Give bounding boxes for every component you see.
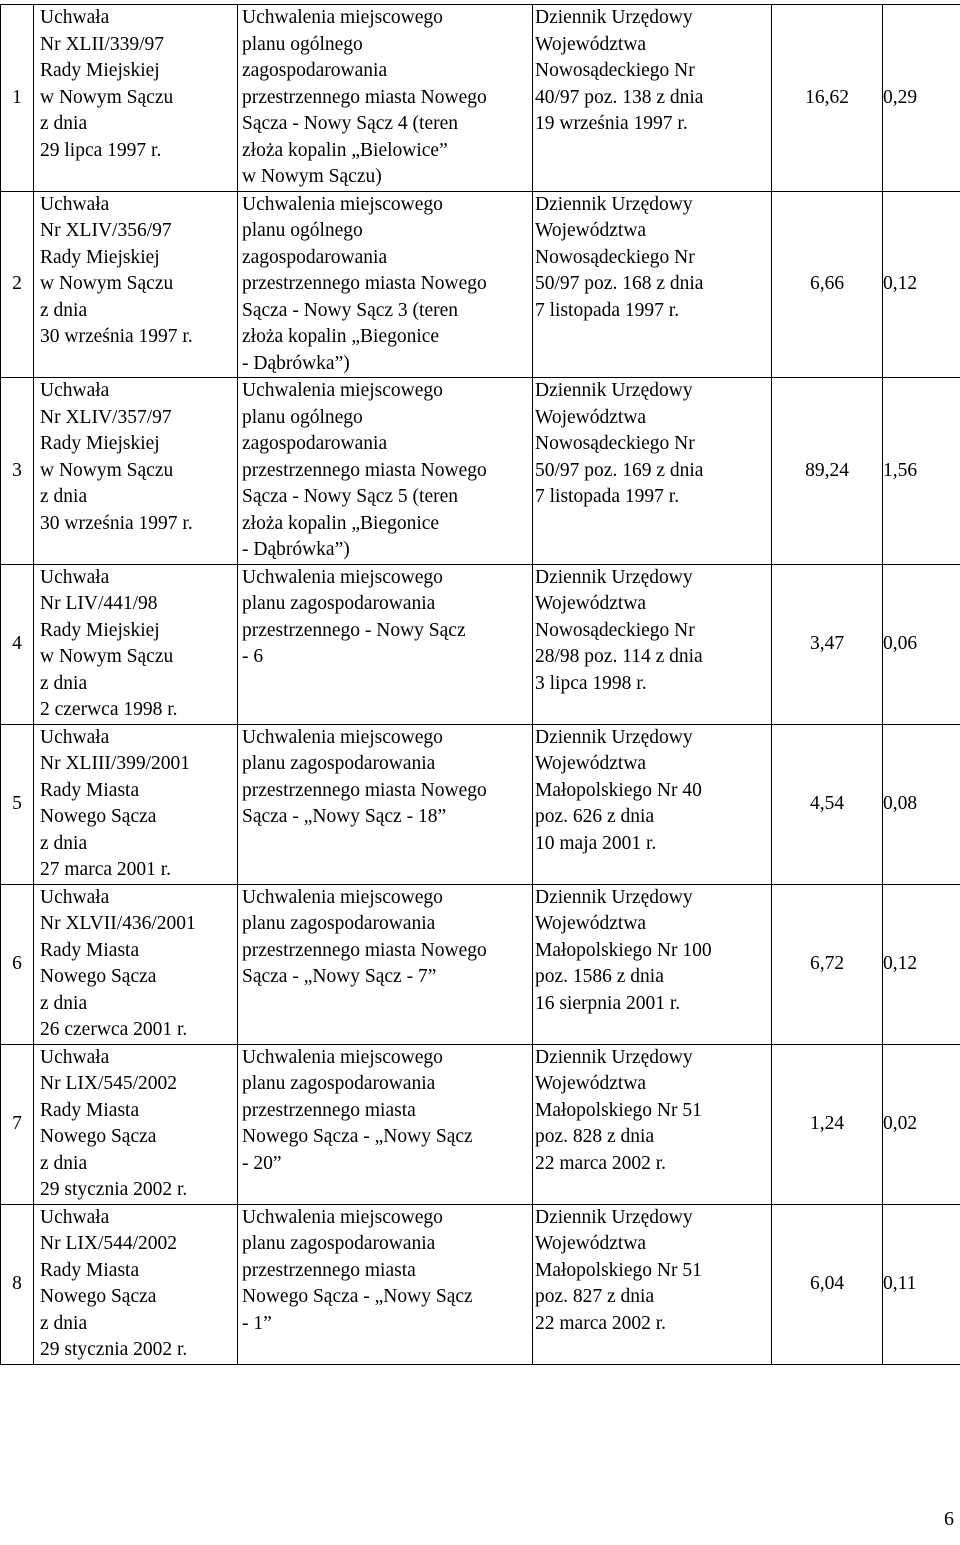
row-number-cell	[1, 884, 34, 1044]
resolution-cell-line: Rady Miejskiej	[40, 619, 160, 641]
percent-cell	[883, 724, 960, 884]
publication-cell-line: Małopolskiego Nr 51	[535, 1259, 702, 1281]
plan-cell	[238, 191, 533, 378]
publication-cell-line: 22 marca 2002 r.	[535, 1152, 667, 1174]
resolution-cell-line: Rady Miasta	[40, 939, 140, 961]
publication-cell-line: Dziennik Urzędowy	[535, 1046, 693, 1068]
publication-cell	[533, 564, 772, 724]
percent-value: 0,02	[883, 1112, 918, 1134]
plan-cell-line: Uchwalenia miejscowego	[242, 726, 443, 748]
plan-cell-line: zagospodarowania	[242, 60, 388, 81]
plan-cell-line: Sącza - Nowy Sącz 3 (teren	[242, 299, 459, 321]
resolution-cell-line: 29 stycznia 2002 r.	[40, 1339, 188, 1360]
resolution-cell-line: z dnia	[40, 1312, 88, 1334]
resolution-cell-line: z dnia	[40, 1152, 88, 1174]
resolution-cell-line: 29 stycznia 2002 r.	[40, 1179, 188, 1200]
publication-cell-line: Województwa	[535, 1073, 647, 1094]
resolution-cell-line: Uchwała	[40, 7, 110, 28]
publication-cell-line: 50/97 poz. 169 z dnia	[535, 459, 704, 481]
area-value: 4,54	[809, 792, 845, 814]
resolution-cell-line: Nowego Sącza	[40, 1126, 157, 1147]
plan-cell-line: Nowego Sącza - „Nowy Sącz	[242, 1126, 473, 1147]
percent-cell	[883, 5, 960, 192]
plan-cell-line: Nowego Sącza - „Nowy Sącz	[242, 1286, 473, 1307]
resolution-cell-line: Uchwała	[40, 1206, 110, 1228]
resolution-cell-line: Uchwała	[40, 193, 110, 215]
row-number: 1	[12, 86, 22, 108]
resolution-cell-line: Rady Miasta	[40, 779, 140, 801]
table-row	[1, 1204, 960, 1364]
publication-cell	[533, 1204, 772, 1364]
resolution-cell-line: Nr XLVII/436/2001	[40, 913, 196, 934]
resolution-cell-line: z dnia	[40, 486, 88, 507]
publication-cell-line: 19 września 1997 r.	[535, 113, 688, 134]
plan-cell-line: planu zagospodarowania	[242, 1073, 436, 1094]
plan-cell-line: złoża kopalin „Bielowice”	[242, 139, 448, 161]
resolution-cell	[34, 1044, 238, 1204]
resolution-cell-line: Uchwała	[40, 566, 110, 588]
plan-cell-line: - 6	[242, 646, 264, 667]
percent-cell	[883, 1044, 960, 1204]
publication-cell-line: Dziennik Urzędowy	[535, 193, 693, 215]
resolution-cell-line: Rady Miasta	[40, 1099, 140, 1121]
row-number: 5	[12, 792, 22, 814]
resolution-cell-line: Rady Miejskiej	[40, 246, 160, 268]
publication-cell	[533, 1044, 772, 1204]
area-cell	[772, 5, 883, 192]
plan-cell-line: zagospodarowania	[242, 433, 388, 454]
plan-cell-line: - Dąbrówka”)	[242, 539, 350, 560]
resolutions-table	[0, 4, 960, 1365]
percent-cell	[883, 378, 960, 565]
publication-cell-line: Województwa	[535, 33, 647, 55]
resolution-cell	[34, 564, 238, 724]
resolution-cell-line: Uchwała	[40, 380, 110, 401]
plan-cell-line: planu zagospodarowania	[242, 1233, 436, 1254]
resolution-cell-line: 27 marca 2001 r.	[40, 859, 172, 880]
resolution-cell-line: z dnia	[40, 299, 88, 321]
row-number-cell	[1, 1204, 34, 1364]
resolution-cell-line: w Nowym Sączu	[40, 459, 174, 481]
area-value: 16,62	[805, 86, 849, 108]
publication-cell	[533, 884, 772, 1044]
area-cell	[772, 1204, 883, 1364]
plan-cell-line: przestrzennego miasta Nowego	[242, 779, 487, 801]
resolution-cell	[34, 1204, 238, 1364]
plan-cell-line: złoża kopalin „Biegonice	[242, 512, 440, 534]
area-value: 6,04	[809, 1272, 845, 1294]
percent-value: 1,56	[883, 459, 918, 481]
resolution-cell-line: 30 września 1997 r.	[40, 512, 193, 534]
plan-cell-line: przestrzennego - Nowy Sącz	[242, 619, 466, 641]
plan-cell-line: - 20”	[242, 1152, 282, 1174]
plan-cell	[238, 5, 533, 192]
resolution-cell-line: Nr LIV/441/98	[40, 593, 158, 614]
publication-cell-line: Nowosądeckiego Nr	[535, 433, 695, 454]
publication-cell-line: Małopolskiego Nr 100	[535, 939, 712, 961]
resolution-cell-line: Rady Miasta	[40, 1259, 140, 1281]
publication-cell-line: Nowosądeckiego Nr	[535, 619, 695, 641]
plan-cell-line: przestrzennego miasta Nowego	[242, 939, 487, 961]
publication-cell-line: 10 maja 2001 r.	[535, 832, 657, 854]
row-number-cell	[1, 724, 34, 884]
resolution-cell-line: Uchwała	[40, 1046, 110, 1068]
row-number-cell	[1, 378, 34, 565]
plan-cell-line: planu zagospodarowania	[242, 913, 436, 934]
resolution-cell-line: Nowego Sącza	[40, 966, 157, 987]
table-row	[1, 191, 960, 378]
percent-value: 0,12	[883, 273, 918, 294]
resolution-cell-line: Uchwała	[40, 726, 110, 748]
area-value: 1,24	[809, 1112, 845, 1134]
publication-cell-line: Województwa	[535, 913, 647, 934]
area-cell	[772, 1044, 883, 1204]
percent-cell	[883, 1204, 960, 1364]
publication-cell	[533, 191, 772, 378]
percent-value: 0,29	[883, 86, 918, 108]
publication-cell-line: Dziennik Urzędowy	[535, 886, 693, 908]
plan-cell-line: Sącza - „Nowy Sącz - 18”	[242, 806, 447, 827]
percent-value: 0,12	[883, 952, 918, 974]
plan-cell	[238, 1044, 533, 1204]
publication-cell-line: 16 sierpnia 2001 r.	[535, 992, 681, 1014]
publication-cell	[533, 724, 772, 884]
plan-cell-line: Uchwalenia miejscowego	[242, 193, 443, 215]
plan-cell-line: Uchwalenia miejscowego	[242, 7, 443, 28]
table-row	[1, 1044, 960, 1204]
publication-cell-line: Małopolskiego Nr 51	[535, 1099, 702, 1121]
row-number: 4	[12, 632, 22, 654]
resolution-cell-line: Rady Miejskiej	[40, 433, 160, 454]
row-number-cell	[1, 5, 34, 192]
resolution-cell-line: Uchwała	[40, 886, 110, 908]
publication-cell-line: Dziennik Urzędowy	[535, 566, 693, 588]
resolution-cell-line: Nowego Sącza	[40, 1286, 157, 1307]
resolution-cell-line: Nr XLIV/356/97	[40, 220, 172, 241]
table-row	[1, 5, 960, 192]
publication-cell-line: Dziennik Urzędowy	[535, 1206, 693, 1228]
percent-cell	[883, 564, 960, 724]
publication-cell-line: poz. 827 z dnia	[535, 1286, 655, 1307]
plan-cell-line: Sącza - Nowy Sącz 4 (teren	[242, 113, 459, 134]
plan-cell-line: Uchwalenia miejscowego	[242, 566, 443, 588]
publication-cell-line: Województwa	[535, 593, 647, 614]
publication-cell-line: Dziennik Urzędowy	[535, 726, 693, 748]
plan-cell-line: Uchwalenia miejscowego	[242, 1206, 443, 1228]
area-value: 6,72	[809, 952, 845, 974]
row-number: 2	[12, 273, 22, 294]
publication-cell-line: 40/97 poz. 138 z dnia	[535, 86, 704, 108]
area-cell	[772, 724, 883, 884]
resolution-cell-line: z dnia	[40, 832, 88, 854]
area-value: 3,47	[809, 632, 845, 654]
plan-cell	[238, 724, 533, 884]
resolution-cell-line: w Nowym Sączu	[40, 273, 174, 294]
resolution-cell-line: w Nowym Sączu	[40, 86, 174, 108]
row-number-cell	[1, 191, 34, 378]
row-number: 6	[12, 952, 22, 974]
percent-value: 0,06	[883, 632, 918, 654]
plan-cell-line: - Dąbrówka”)	[242, 352, 350, 374]
resolution-cell-line: Nr XLIV/357/97	[40, 406, 172, 428]
resolution-cell-line: 29 lipca 1997 r.	[40, 139, 162, 161]
publication-cell-line: Dziennik Urzędowy	[535, 7, 693, 28]
publication-cell-line: Województwa	[535, 753, 647, 774]
plan-cell-line: złoża kopalin „Biegonice	[242, 326, 440, 347]
plan-cell-line: planu ogólnego	[242, 406, 363, 428]
table-row	[1, 884, 960, 1044]
publication-cell-line: 7 listopada 1997 r.	[535, 486, 680, 507]
resolution-cell-line: Nr XLIII/399/2001	[40, 753, 191, 774]
table-row	[1, 378, 960, 565]
publication-cell-line: Nowosądeckiego Nr	[535, 246, 695, 268]
plan-cell-line: Uchwalenia miejscowego	[242, 1046, 443, 1068]
publication-cell-line: Województwa	[535, 406, 647, 428]
publication-cell-line: 22 marca 2002 r.	[535, 1312, 667, 1334]
plan-cell-line: przestrzennego miasta	[242, 1259, 416, 1281]
publication-cell	[533, 378, 772, 565]
plan-cell	[238, 564, 533, 724]
plan-cell-line: przestrzennego miasta	[242, 1099, 416, 1121]
plan-cell-line: - 1”	[242, 1312, 272, 1334]
plan-cell-line: Uchwalenia miejscowego	[242, 886, 443, 908]
row-number: 3	[12, 459, 22, 481]
row-number: 7	[12, 1112, 22, 1134]
resolution-cell	[34, 724, 238, 884]
resolution-cell-line: Rady Miejskiej	[40, 60, 160, 81]
plan-cell-line: w Nowym Sączu)	[242, 166, 382, 187]
publication-cell-line: 50/97 poz. 168 z dnia	[535, 273, 704, 294]
publication-cell-line: poz. 1586 z dnia	[535, 966, 664, 987]
resolution-cell-line: 30 września 1997 r.	[40, 326, 193, 347]
table-row	[1, 564, 960, 724]
resolution-cell-line: z dnia	[40, 113, 88, 134]
area-value: 6,66	[809, 273, 845, 294]
plan-cell-line: planu zagospodarowania	[242, 753, 436, 774]
resolution-cell	[34, 378, 238, 565]
publication-cell-line: 7 listopada 1997 r.	[535, 299, 680, 321]
area-cell	[772, 378, 883, 565]
publication-cell-line: 28/98 poz. 114 z dnia	[535, 646, 703, 667]
percent-value: 0,08	[883, 792, 918, 814]
area-value: 89,24	[805, 459, 849, 481]
publication-cell-line: 3 lipca 1998 r.	[535, 672, 647, 694]
publication-cell-line: Małopolskiego Nr 40	[535, 779, 702, 801]
publication-cell-line: poz. 626 z dnia	[535, 806, 655, 827]
page-number: 6	[944, 1508, 954, 1530]
resolution-cell-line: Nr LIX/545/2002	[40, 1073, 178, 1094]
resolution-cell-line: w Nowym Sączu	[40, 646, 174, 667]
publication-cell-line: Województwa	[535, 1233, 647, 1254]
plan-cell-line: planu ogólnego	[242, 33, 363, 55]
percent-cell	[883, 191, 960, 378]
percent-value: 0,11	[883, 1272, 917, 1294]
row-number-cell	[1, 564, 34, 724]
resolution-cell	[34, 191, 238, 378]
plan-cell-line: planu zagospodarowania	[242, 593, 436, 614]
resolution-cell-line: 2 czerwca 1998 r.	[40, 699, 178, 720]
plan-cell	[238, 884, 533, 1044]
publication-cell-line: Nowosądeckiego Nr	[535, 60, 695, 81]
row-number-cell	[1, 1044, 34, 1204]
area-cell	[772, 564, 883, 724]
plan-cell-line: przestrzennego miasta Nowego	[242, 459, 487, 481]
plan-cell-line: Uchwalenia miejscowego	[242, 380, 443, 401]
percent-cell	[883, 884, 960, 1044]
plan-cell-line: Sącza - „Nowy Sącz - 7”	[242, 966, 437, 987]
table-body	[1, 5, 960, 1365]
table-row	[1, 724, 960, 884]
publication-cell-line: Województwa	[535, 220, 647, 241]
plan-cell-line: planu ogólnego	[242, 220, 363, 241]
plan-cell-line: przestrzennego miasta Nowego	[242, 273, 487, 294]
plan-cell	[238, 378, 533, 565]
plan-cell-line: przestrzennego miasta Nowego	[242, 86, 487, 108]
area-cell	[772, 191, 883, 378]
plan-cell	[238, 1204, 533, 1364]
resolution-cell	[34, 5, 238, 192]
resolution-cell-line: z dnia	[40, 992, 88, 1014]
area-cell	[772, 884, 883, 1044]
publication-cell-line: poz. 828 z dnia	[535, 1126, 655, 1147]
resolution-cell-line: Nr XLII/339/97	[40, 33, 165, 55]
resolution-cell	[34, 884, 238, 1044]
publication-cell-line: Dziennik Urzędowy	[535, 380, 693, 401]
plan-cell-line: zagospodarowania	[242, 246, 388, 268]
resolution-cell-line: Nowego Sącza	[40, 806, 157, 827]
resolution-cell-line: 26 czerwca 2001 r.	[40, 1019, 188, 1040]
plan-cell-line: Sącza - Nowy Sącz 5 (teren	[242, 486, 459, 507]
publication-cell	[533, 5, 772, 192]
row-number: 8	[12, 1272, 22, 1294]
resolution-cell-line: Nr LIX/544/2002	[40, 1233, 178, 1254]
resolution-cell-line: z dnia	[40, 672, 88, 694]
